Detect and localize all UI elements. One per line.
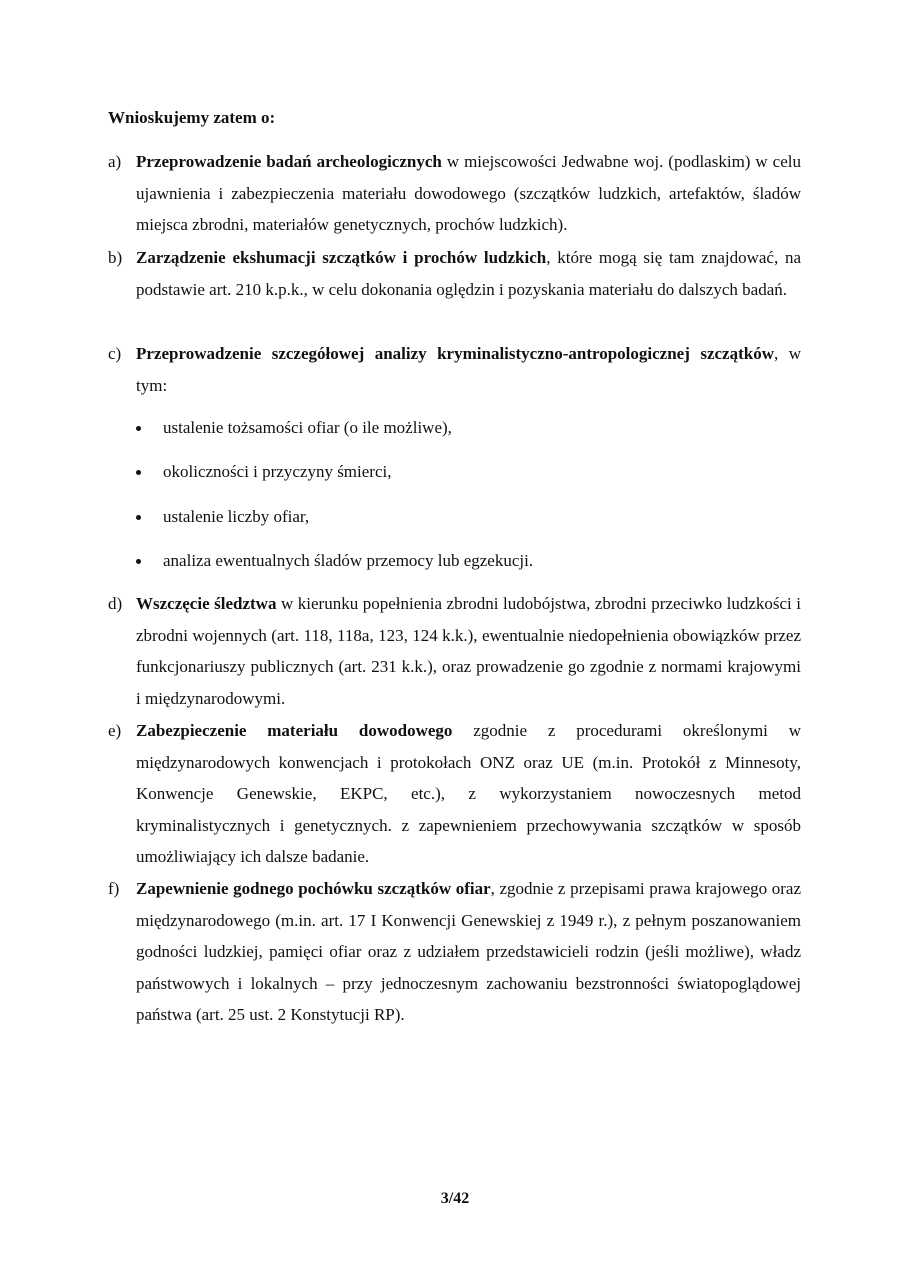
list-item [136,545,776,589]
list-item [136,456,776,500]
item-text [136,242,801,305]
bullet-icon [136,470,141,475]
item-rest: zgodnie z procedurami określonymi w międzynarodowych konwencjach i protokołach ONZ oraz UE (m.in. Protokół z Minnesoty, Konwencje Genewskie, EKPC, etc.), z wykorzystaniem nowoczesnych metod kryminalistycznych i genetycznych. z zapewnieniem przechowywania szczątków w sposób umożliwiający ich dalsze badanie. [136,721,801,866]
item-rest: , zgodnie z przepisami prawa krajowego oraz międzynarodowego (m.in. art. 17 I Konwencji Genewskiej z 1949 r.), z pełnym poszanowaniem godności ludzkiej, pamięci ofiar oraz z udziałem przedstawicieli rodzin (jeśli możliwe), władz państwowych i lokalnych – przy jednoczesnym zachowaniu bezstronności światopoglądowej państwa (art. 25 ust. 2 Konstytucji RP). [136,879,801,1024]
item-rest: , w tym: [136,344,801,395]
item-rest: w miejscowości Jedwabne woj. (podlaskim) w celu ujawnienia i zabezpieczenia materiału dowodowego (szczątków ludzkich, artefaktów, śladów miejsca zbrodni, materiałów genetycznych, prochów ludzkich). [136,152,801,234]
item-text [136,873,801,1031]
item-bold-lead: Zabezpieczenie materiału dowodowego [136,721,453,740]
list-item [136,412,776,456]
item-bold-lead: Przeprowadzenie szczegółowej analizy kryminalistyczno-antropologicznej szczątków [136,344,774,363]
bullet-text: ustalenie liczby ofiar, [163,506,310,526]
list-item-b [108,242,801,305]
item-marker: d) [108,594,123,613]
item-text [136,715,801,873]
item-marker: c) [108,344,122,363]
bullet-text: analiza ewentualnych śladów przemocy lub egzekucji. [163,550,534,570]
item-text [136,338,801,401]
bullet-icon [136,426,141,431]
item-rest: w kierunku popełnienia zbrodni ludobójstwa, zbrodni przeciwko ludzkości i zbrodni wojennych (art. 118, 118a, 123, 124 k.k.), ewentualnie niedopełnienia obowiązków przez funkcjonariuszy publicznych (art. 231 k.k.), oraz prowadzenie go zgodnie z normami krajowymi i międzynarodowymi. [136,594,801,708]
page-number: 3/42 [440,1190,470,1207]
item-rest: , które mogą się tam znajdować, na podstawie art. 210 k.p.k., w celu dokonania oględzin i pozyskania materiału do dalszych badań. [136,248,801,299]
list-item-c [108,338,801,401]
item-bold-lead: Zapewnienie godnego pochówku szczątków ofiar [136,879,491,898]
item-marker: a) [108,152,122,171]
list-item-f [108,873,801,1031]
item-marker: e) [108,721,122,740]
bullet-icon [136,515,141,520]
item-bold-lead: Przeprowadzenie badań archeologicznych [136,152,442,171]
list-item-e [108,715,801,873]
item-bold-lead: Wszczęcie śledztwa [136,594,277,613]
section-heading: Wnioskujemy zatem o: [108,108,276,127]
item-marker: b) [108,248,123,267]
bullet-text: okoliczności i przyczyny śmierci, [163,462,392,482]
list-item-d [108,588,801,714]
item-text [136,146,801,241]
item-bold-lead: Zarządzenie ekshumacji szczątków i prochów ludzkich [136,248,547,267]
list-item-a [108,146,801,241]
bullet-icon [136,559,141,564]
bullet-text: ustalenie tożsamości ofiar (o ile możliwe), [163,418,452,437]
bullet-list [136,412,776,589]
list-item [136,501,776,545]
item-text [136,588,801,714]
item-marker: f) [108,879,120,898]
